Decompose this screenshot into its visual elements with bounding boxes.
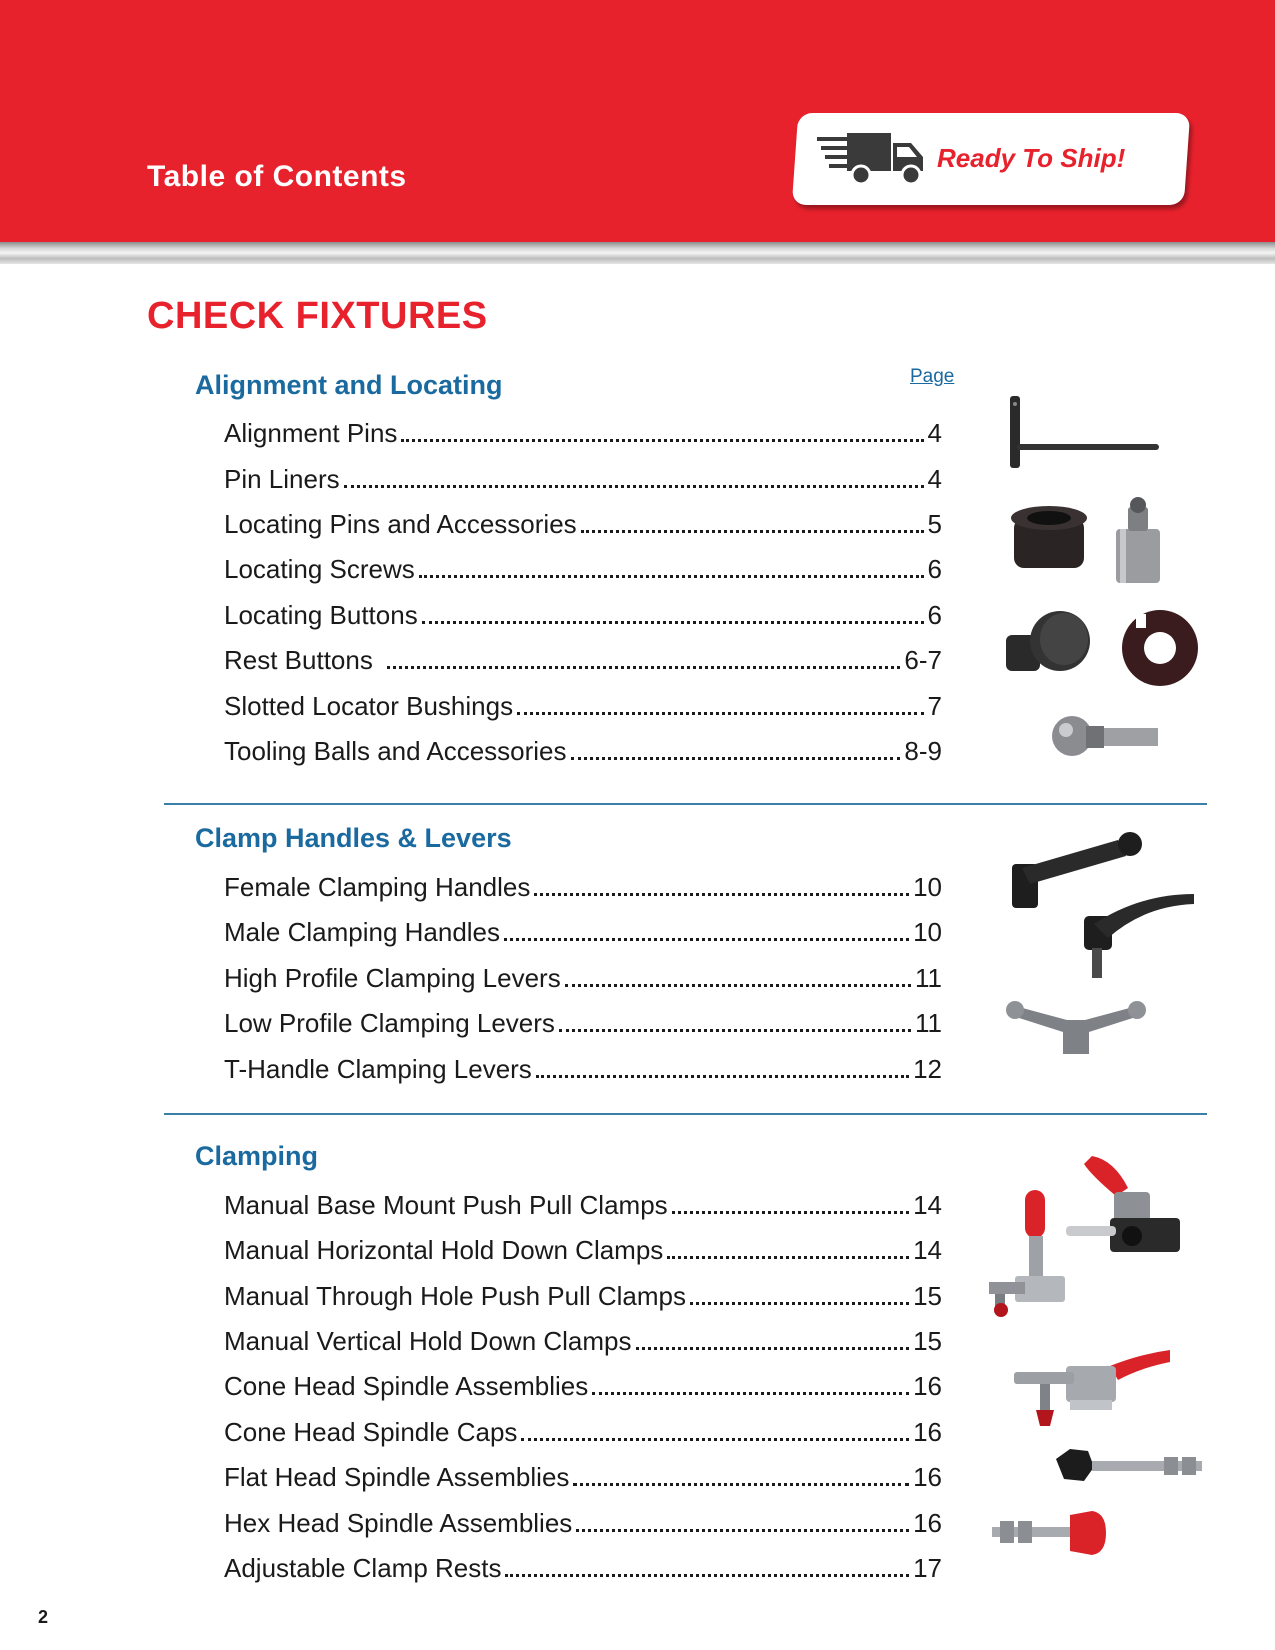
pin-liner-image	[1008, 502, 1090, 574]
toc-entry-page: 4	[927, 418, 942, 448]
dot-leader	[573, 1483, 909, 1486]
toc-entry-page: 14	[913, 1235, 942, 1265]
toc-entry-name: Manual Base Mount Push Pull Clamps	[224, 1190, 668, 1220]
dot-leader	[504, 938, 909, 941]
header-title: Table of Contents	[147, 160, 407, 193]
dot-leader	[387, 666, 901, 669]
dot-leader	[690, 1302, 909, 1305]
truck-icon	[817, 131, 927, 189]
page-number: 2	[38, 1607, 49, 1627]
toc-entry-page: 17	[913, 1553, 942, 1583]
dot-leader	[667, 1256, 909, 1259]
section-divider	[164, 803, 1207, 805]
toc-entry-page: 7	[927, 691, 942, 721]
toc-entry-name: Manual Through Hole Push Pull Clamps	[224, 1281, 686, 1311]
toc-entry-page: 11	[915, 963, 942, 993]
slotted-bushing-image	[1118, 608, 1202, 688]
section-divider	[164, 1113, 1207, 1115]
toc-entry-name: Rest Buttons	[224, 645, 373, 675]
toc-entry-name: Locating Buttons	[224, 600, 418, 630]
toc-entry-name: Pin Liners	[224, 464, 340, 494]
dot-leader	[422, 621, 924, 624]
toc-entry[interactable]	[224, 1049, 942, 1085]
group-title-clamping: Clamping	[195, 1141, 319, 1171]
dot-leader	[559, 1029, 911, 1032]
ready-to-ship-label: Ready To Ship!	[937, 143, 1126, 173]
toc-entry[interactable]	[224, 1230, 942, 1266]
dot-leader	[571, 757, 901, 760]
hex-head-spindle-image	[988, 1505, 1110, 1561]
ready-to-ship-badge	[792, 113, 1190, 205]
toc-entry[interactable]	[224, 1003, 942, 1039]
toc-entry[interactable]	[224, 1457, 942, 1493]
toc-entry-page: 4	[927, 464, 942, 494]
toc-entry[interactable]	[224, 595, 942, 631]
toc-entry-page: 12	[913, 1054, 942, 1084]
rest-button-image	[1002, 607, 1094, 681]
toc-entry-page: 10	[913, 872, 942, 902]
group-title-clamp-handles: Clamp Handles & Levers	[195, 823, 512, 853]
toc-entry-name: Flat Head Spindle Assemblies	[224, 1462, 570, 1492]
toc-entry-page: 15	[913, 1326, 942, 1356]
toc-entry[interactable]	[224, 1276, 942, 1312]
toc-entry[interactable]	[224, 912, 942, 948]
toc-entry-page: 11	[915, 1008, 942, 1038]
toc-entry[interactable]	[224, 1503, 942, 1539]
tooling-ball-image	[1050, 712, 1162, 760]
dot-leader	[521, 1438, 909, 1441]
toc-entry[interactable]	[224, 867, 942, 903]
toc-entry[interactable]	[224, 549, 942, 585]
dot-leader	[636, 1347, 910, 1350]
dot-leader	[344, 485, 924, 488]
toc-entry-page: 5	[927, 509, 942, 539]
dot-leader	[505, 1574, 909, 1577]
toc-entry-page: 6-7	[904, 645, 942, 675]
push-pull-clamp-image	[1062, 1152, 1182, 1260]
toc-entry-name: Male Clamping Handles	[224, 917, 501, 947]
toc-entry-name: Manual Vertical Hold Down Clamps	[224, 1326, 632, 1356]
dot-leader	[592, 1392, 909, 1395]
toc-entry-name: T-Handle Clamping Levers	[224, 1054, 532, 1084]
toc-entry[interactable]	[224, 640, 942, 676]
alignment-pin-image	[1005, 392, 1165, 472]
toc-entry-page: 16	[913, 1508, 942, 1538]
male-clamping-handle-image	[1080, 888, 1200, 980]
toc-entry-name: Cone Head Spindle Assemblies	[224, 1371, 589, 1401]
toc-entry-name: Slotted Locator Bushings	[224, 691, 514, 721]
flat-head-spindle-image	[1052, 1445, 1206, 1487]
toc-entry-name: Hex Head Spindle Assemblies	[224, 1508, 573, 1538]
dot-leader	[576, 1529, 909, 1532]
toc-entry[interactable]	[224, 958, 942, 994]
toc-entry-name: High Profile Clamping Levers	[224, 963, 561, 993]
toc-entry[interactable]	[224, 1321, 942, 1357]
toc-entry-page: 6	[927, 600, 942, 630]
toc-entry-name: Alignment Pins	[224, 418, 398, 448]
page-column-label[interactable]: Page	[910, 366, 955, 387]
dot-leader	[419, 575, 924, 578]
toc-entry-name: Locating Screws	[224, 554, 415, 584]
toc-entry-name: Locating Pins and Accessories	[224, 509, 577, 539]
locating-pin-image	[1110, 495, 1166, 585]
dot-leader	[672, 1211, 909, 1214]
toc-entry-page: 16	[913, 1462, 942, 1492]
toc-entry-page: 14	[913, 1190, 942, 1220]
dot-leader	[534, 893, 909, 896]
toc-entry-name: Adjustable Clamp Rests	[224, 1553, 502, 1583]
vertical-hold-down-clamp-image	[985, 1186, 1067, 1318]
toc-entry-page: 16	[913, 1417, 942, 1447]
toc-entry-page: 10	[913, 917, 942, 947]
toc-entry[interactable]	[224, 1412, 942, 1448]
toc-entry[interactable]	[224, 1185, 942, 1221]
toc-entry-name: Tooling Balls and Accessories	[224, 736, 567, 766]
toc-entry[interactable]	[224, 1366, 942, 1402]
toc-entry-name: Low Profile Clamping Levers	[224, 1008, 555, 1038]
dot-leader	[517, 712, 923, 715]
group-title-alignment: Alignment and Locating	[195, 370, 503, 400]
toc-entry[interactable]	[224, 413, 942, 449]
t-handle-lever-image	[1005, 992, 1147, 1060]
toc-entry-name: Cone Head Spindle Caps	[224, 1417, 518, 1447]
horizontal-hold-down-clamp-image	[1010, 1346, 1172, 1430]
toc-entry[interactable]	[224, 686, 942, 722]
toc-entry[interactable]	[224, 504, 942, 540]
toc-entry[interactable]	[224, 1548, 942, 1584]
header-chrome-bar	[0, 242, 1275, 264]
toc-entry[interactable]	[224, 731, 942, 767]
toc-entry-page: 16	[913, 1371, 942, 1401]
dot-leader	[581, 530, 924, 533]
section-title: CHECK FIXTURES	[147, 295, 488, 337]
dot-leader	[536, 1075, 909, 1078]
toc-entry-page: 6	[927, 554, 942, 584]
dot-leader	[401, 439, 923, 442]
dot-leader	[565, 984, 911, 987]
toc-entry-page: 8-9	[904, 736, 942, 766]
toc-entry-name: Female Clamping Handles	[224, 872, 531, 902]
toc-entry-name: Manual Horizontal Hold Down Clamps	[224, 1235, 664, 1265]
toc-entry[interactable]	[224, 459, 942, 495]
header-banner	[0, 0, 1275, 242]
toc-entry-page: 15	[913, 1281, 942, 1311]
